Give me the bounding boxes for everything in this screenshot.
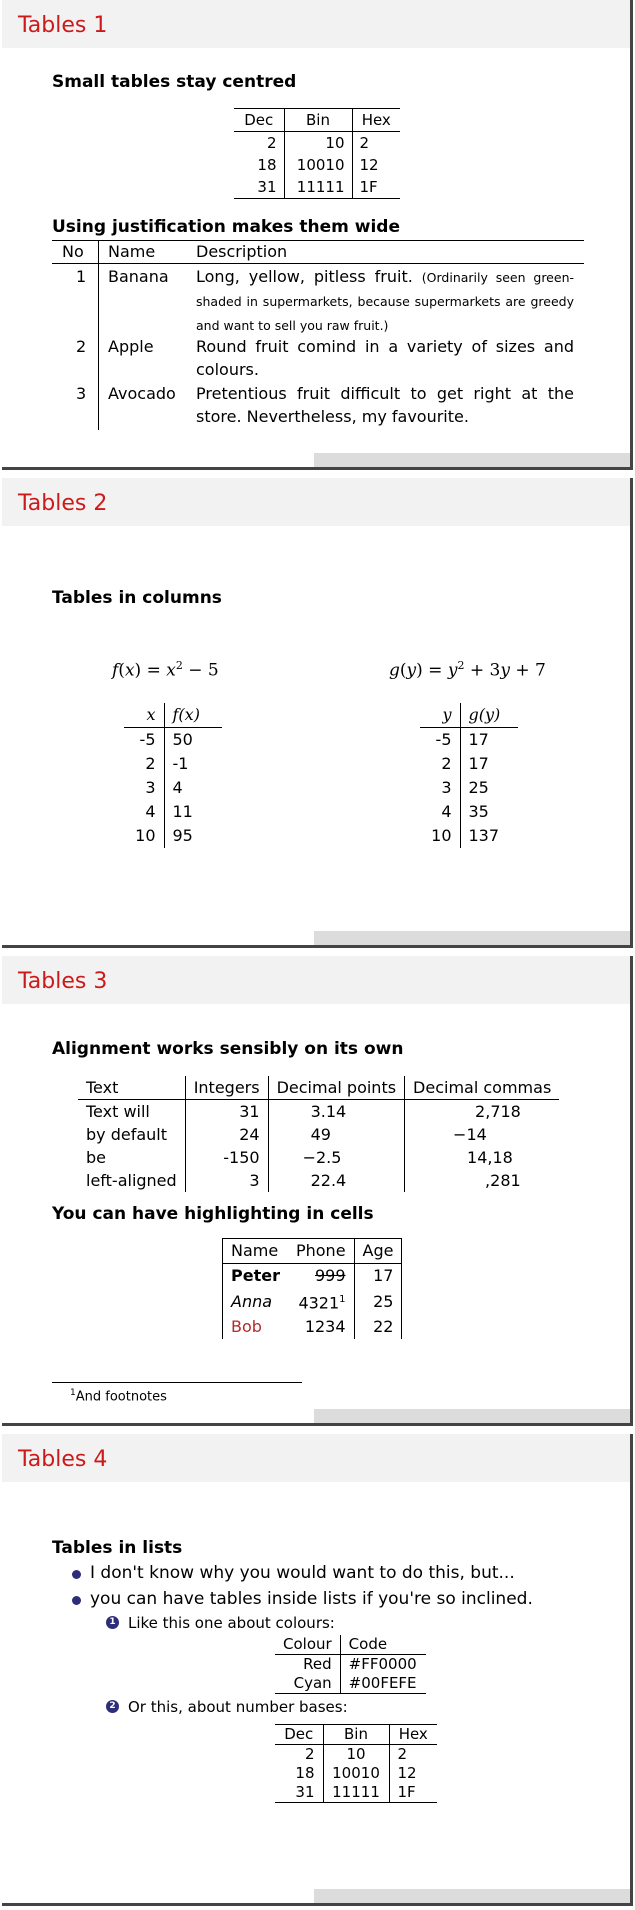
cell: 4 [164, 776, 222, 800]
cell: Red [303, 1655, 332, 1673]
table-row [124, 824, 222, 848]
col-header-dec: Dec [234, 109, 284, 132]
cell: 1F [389, 1783, 437, 1803]
cell: 4 [145, 802, 156, 821]
slide-footer-bar [314, 453, 630, 467]
cell: 24 [185, 1123, 268, 1146]
table-row [78, 1146, 559, 1169]
row-name: Banana [108, 267, 169, 286]
col-header-text: Text [78, 1076, 185, 1100]
col-header-y: y [420, 703, 460, 728]
cell: 17 [354, 1264, 402, 1289]
strike-text: 999 [314, 1266, 346, 1285]
cell: 137 [460, 824, 518, 848]
cell: −14 [405, 1123, 560, 1146]
slide-title: Tables 3 [18, 969, 108, 994]
cell: 11111 [284, 176, 352, 199]
footnote-rule [52, 1382, 302, 1383]
col-header-name: Name [223, 1239, 288, 1264]
slide-title: Tables 2 [18, 491, 108, 516]
cell: −2.5 [268, 1146, 404, 1169]
function-name: f [112, 660, 119, 681]
cell: 12 [352, 154, 400, 176]
table-row [275, 1655, 426, 1675]
cell-italic: Anna [223, 1288, 288, 1315]
table-row [223, 1288, 402, 1315]
bullet-icon [72, 1596, 81, 1605]
cell: by default [86, 1125, 168, 1144]
function-var: y [406, 660, 417, 681]
table-row [124, 776, 222, 800]
cell: 3 [145, 778, 156, 797]
cell: 18 [295, 1764, 315, 1782]
cell: -5 [139, 730, 156, 749]
cell: 3 [441, 778, 452, 797]
cell: 2 [145, 754, 156, 773]
cell: #FF0000 [340, 1655, 426, 1675]
col-header-bin: Bin [323, 1725, 389, 1745]
highlight-table [222, 1238, 402, 1339]
row-description: Round fruit comind in a variety of sizes and colours. [196, 337, 574, 379]
col-header-dec: Dec [275, 1725, 323, 1745]
cell: 25 [354, 1288, 402, 1315]
cell: 3.14 [268, 1100, 404, 1124]
cell: 10 [284, 132, 352, 155]
list-item: you can have tables inside lists if you're so inclined. [90, 1589, 533, 1609]
bullet-icon [72, 1570, 81, 1579]
table-row [420, 728, 518, 753]
cell: 10 [135, 826, 156, 845]
cell: 1F [352, 176, 400, 199]
slide-tables-2 [2, 478, 633, 948]
footnote-mark: 1 [339, 1294, 346, 1305]
table-row [234, 176, 400, 199]
footnote-mark: 1 [70, 1388, 76, 1398]
cell: 14,18 [405, 1146, 560, 1169]
column-rule [98, 240, 99, 430]
enum-number-icon: 2 [106, 1700, 119, 1713]
table-row [223, 1315, 402, 1339]
subheading-alignment: Alignment works sensibly on its own [52, 1039, 404, 1059]
cell: be [86, 1148, 106, 1167]
row-number: 1 [76, 267, 87, 286]
enum-number-icon: 1 [106, 1616, 119, 1629]
table-row [275, 1674, 426, 1694]
cell: 17 [460, 752, 518, 776]
function-g: $g(y) = y^2 + 3y + 7$ [389, 659, 546, 681]
table-row [420, 800, 518, 824]
cell: 10010 [284, 154, 352, 176]
col-header-bin: Bin [284, 109, 352, 132]
col-header-code: Code [340, 1635, 426, 1655]
footnote [70, 1388, 167, 1404]
table-row [78, 1100, 559, 1124]
cell: 1234 [304, 1317, 346, 1337]
subheading-justification: Using justification makes them wide [52, 217, 400, 237]
cell: 12 [389, 1764, 437, 1783]
description-note: (Ordinarily seen green-shaded in supermarkets, because supermarkets are greedy and want to sell you raw fruit.) [196, 270, 574, 333]
cell: 11 [164, 800, 222, 824]
function-name: g [389, 660, 400, 681]
cell: 22.4 [268, 1169, 404, 1192]
cell: 25 [460, 776, 518, 800]
subheading-columns: Tables in columns [52, 588, 222, 608]
col-header-phone: Phone [288, 1239, 354, 1264]
subheading-small-tables: Small tables stay centred [52, 72, 297, 92]
cell: ,281 [405, 1169, 560, 1192]
table-row [124, 752, 222, 776]
footnote-text: And footnotes [75, 1389, 167, 1405]
row-name: Apple [108, 337, 154, 356]
base-table [234, 108, 400, 199]
slide-tables-3 [2, 956, 633, 1426]
slide-footer-bar [314, 1889, 630, 1903]
cell: 3 [185, 1169, 268, 1192]
enum-item: Like this one about colours: [128, 1614, 335, 1632]
cell: 49 [268, 1123, 404, 1146]
cell: 10 [431, 826, 452, 845]
description-text: Long, yellow, pitless fruit. [196, 267, 413, 286]
row-number: 2 [76, 337, 87, 356]
table-row [420, 776, 518, 800]
cell: 11111 [323, 1783, 389, 1803]
table-row [78, 1123, 559, 1146]
col-header-decimal-points: Decimal points [268, 1076, 404, 1100]
table-row [275, 1783, 437, 1803]
base-table [275, 1724, 437, 1803]
subheading-lists: Tables in lists [52, 1538, 183, 1558]
cell-footnoted [288, 1288, 354, 1315]
alignment-table [78, 1076, 559, 1192]
cell-strike [288, 1264, 354, 1289]
cell: 4 [441, 802, 452, 821]
cell: 35 [460, 800, 518, 824]
col-header-hex: Hex [352, 109, 400, 132]
cell: 95 [164, 824, 222, 848]
table-row [124, 728, 222, 753]
cell: -150 [185, 1146, 268, 1169]
cell-text: 4321 [298, 1293, 340, 1313]
col-header-gy: g(y) [460, 703, 518, 728]
subheading-highlighting: You can have highlighting in cells [52, 1204, 374, 1224]
table-row [124, 800, 222, 824]
table-rule-top [52, 240, 584, 241]
row-number: 3 [76, 384, 87, 403]
col-header-x: x [124, 703, 164, 728]
table-f [124, 703, 222, 848]
slide-title: Tables 1 [18, 13, 108, 38]
cell: 31 [185, 1100, 268, 1124]
table-row [223, 1264, 402, 1289]
cell: 2 [352, 132, 400, 155]
col-header-fx: f(x) [164, 703, 222, 728]
table-row [420, 824, 518, 848]
cell: -1 [164, 752, 222, 776]
cell: 18 [257, 156, 277, 174]
table-row [234, 154, 400, 176]
list-item: I don't know why you would want to do this, but... [90, 1563, 515, 1583]
col-header-no: No [62, 242, 84, 261]
col-header-hex: Hex [389, 1725, 437, 1745]
row-description [196, 265, 574, 337]
cell: Text will [86, 1102, 150, 1121]
cell: 17 [460, 728, 518, 753]
cell: 2 [304, 1745, 315, 1763]
table-row [420, 752, 518, 776]
cell: 31 [275, 1783, 323, 1803]
cell: -5 [435, 730, 452, 749]
cell: left-aligned [86, 1171, 177, 1190]
cell: 2 [389, 1745, 437, 1765]
cell: 50 [164, 728, 222, 753]
colour-table [275, 1635, 426, 1694]
slide-title: Tables 4 [18, 1447, 108, 1472]
table-row [275, 1745, 437, 1765]
row-name: Avocado [108, 384, 176, 403]
col-header-description: Description [196, 242, 288, 261]
table-rule-header [52, 263, 584, 264]
col-header-name: Name [108, 242, 156, 261]
slide-tables-4 [2, 1434, 633, 1906]
slide-footer-bar [314, 931, 630, 945]
table-row [78, 1169, 559, 1192]
cell: 22 [354, 1315, 402, 1339]
function-var: x [124, 660, 135, 681]
function-f: $f(x) = x^2 - 5$ [112, 659, 219, 681]
row-description: Pretentious fruit difficult to get right at the store. Nevertheless, my favourite. [196, 384, 574, 426]
cell: 2,718 [405, 1100, 560, 1124]
slide-tables-1 [2, 0, 633, 470]
cell: 2 [266, 134, 277, 152]
slide-footer-bar [314, 1409, 630, 1423]
col-header-age: Age [354, 1239, 402, 1264]
cell-bold: Peter [223, 1264, 288, 1289]
col-header-decimal-commas: Decimal commas [405, 1076, 560, 1100]
cell: #00FEFE [340, 1674, 426, 1694]
table-row [275, 1764, 437, 1783]
cell-red: Bob [223, 1315, 288, 1339]
enum-item: Or this, about number bases: [128, 1698, 348, 1716]
cell: 10 [323, 1745, 389, 1765]
cell: 10010 [323, 1764, 389, 1783]
cell: Cyan [275, 1674, 340, 1694]
cell: 2 [441, 754, 452, 773]
col-header-colour: Colour [275, 1635, 340, 1655]
table-row [234, 132, 400, 155]
col-header-integers: Integers [185, 1076, 268, 1100]
table-g [420, 703, 518, 848]
cell: 31 [234, 176, 284, 199]
